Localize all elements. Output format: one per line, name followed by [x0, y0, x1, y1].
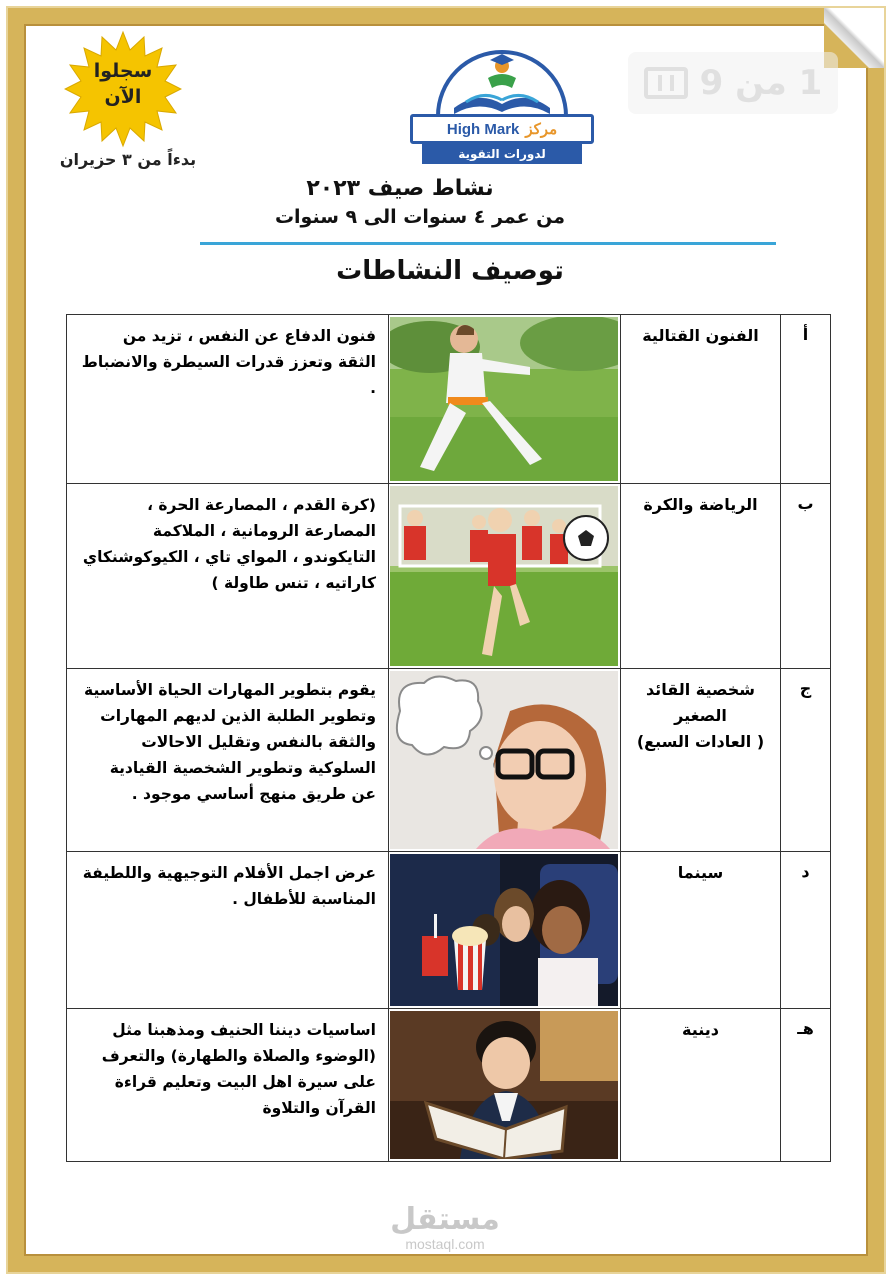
table-row — [67, 852, 831, 1009]
activity-desc: (كرة القدم ، المصارعة الحرة ، المصارعة الرومانية ، الملاكمة التايكوندو ، المواي تاي ، الكيوكوشنكاي كاراتيه ، تنس طاولة ) — [67, 484, 389, 669]
activity-desc: يقوم بتطوير المهارات الحياة الأساسية وتطوير الطلبة الذين لديهم المهارات والثقة بالنفس وتقليل الاحالات السلوكية وتطوير الشخصية القيادية عن طريق منهج أساسي موجود . — [67, 669, 389, 852]
activity-name: الرياضة والكرة — [621, 484, 781, 669]
cinema-kids-photo — [390, 854, 618, 1006]
football-kids-photo — [390, 486, 618, 666]
section-title: توصيف النشاطات — [336, 256, 564, 286]
open-book-graduate-icon — [408, 44, 596, 120]
page-title: نشاط صيف ٢٠٢٣ — [306, 176, 494, 201]
activity-name-line-1: شخصية القائد — [645, 680, 756, 699]
logo-name-en: High Mark — [446, 120, 520, 138]
logo-subtitle: لدورات التقوية — [422, 144, 582, 164]
table-row — [67, 315, 831, 484]
watermark-en: mostaql.com — [405, 1236, 485, 1252]
page-counter-text: 1 من 9 — [699, 63, 823, 103]
activity-desc: فنون الدفاع عن النفس ، تزيد من الثقة وتعزز قدرات السيطرة والانضباط . — [67, 315, 389, 484]
reading-boy-photo — [390, 1011, 618, 1159]
register-now-badge — [64, 30, 182, 148]
activity-name — [621, 669, 781, 852]
activity-name-line-2: الصغير — [674, 706, 727, 725]
activity-name: دينية — [621, 1009, 781, 1162]
activity-letter: هـ — [781, 1009, 831, 1162]
activity-name: الفنون القتالية — [621, 315, 781, 484]
activity-desc: عرض اجمل الأفلام التوجيهية واللطيفة المناسبة للأطفال . — [67, 852, 389, 1009]
activity-desc: اساسيات ديننا الحنيف ومذهبنا مثل (الوضوء والصلاة والطهارة) والتعرف على سيرة اهل البيت وتعليم قراءة القرآن والتلاوة — [67, 1009, 389, 1162]
table-row — [67, 484, 831, 669]
page-counter — [628, 52, 838, 114]
title-divider — [200, 242, 776, 245]
activity-name-line-3: ( العادات السبع) — [636, 732, 765, 751]
mostaql-watermark — [370, 1204, 520, 1252]
table-row — [67, 669, 831, 852]
age-range: من عمر ٤ سنوات الى ٩ سنوات — [274, 206, 566, 228]
watermark-ar: مستقل — [390, 1202, 500, 1237]
thinking-girl-photo — [390, 671, 618, 849]
high-mark-logo — [408, 44, 596, 166]
start-date: بدءاً من ٣ حزيران — [59, 150, 197, 169]
logo-name-ar: مركز — [525, 121, 558, 138]
activity-letter: أ — [781, 315, 831, 484]
activity-letter: د — [781, 852, 831, 1009]
activities-table — [66, 314, 831, 1162]
slides-icon — [644, 67, 688, 99]
activity-letter: ج — [781, 669, 831, 852]
table-row — [67, 1009, 831, 1162]
badge-line-2: الآن — [104, 86, 142, 108]
activity-letter: ب — [781, 484, 831, 669]
karate-child-photo — [390, 317, 618, 481]
activity-name: سينما — [621, 852, 781, 1009]
badge-line-1: سجلوا — [93, 60, 153, 82]
